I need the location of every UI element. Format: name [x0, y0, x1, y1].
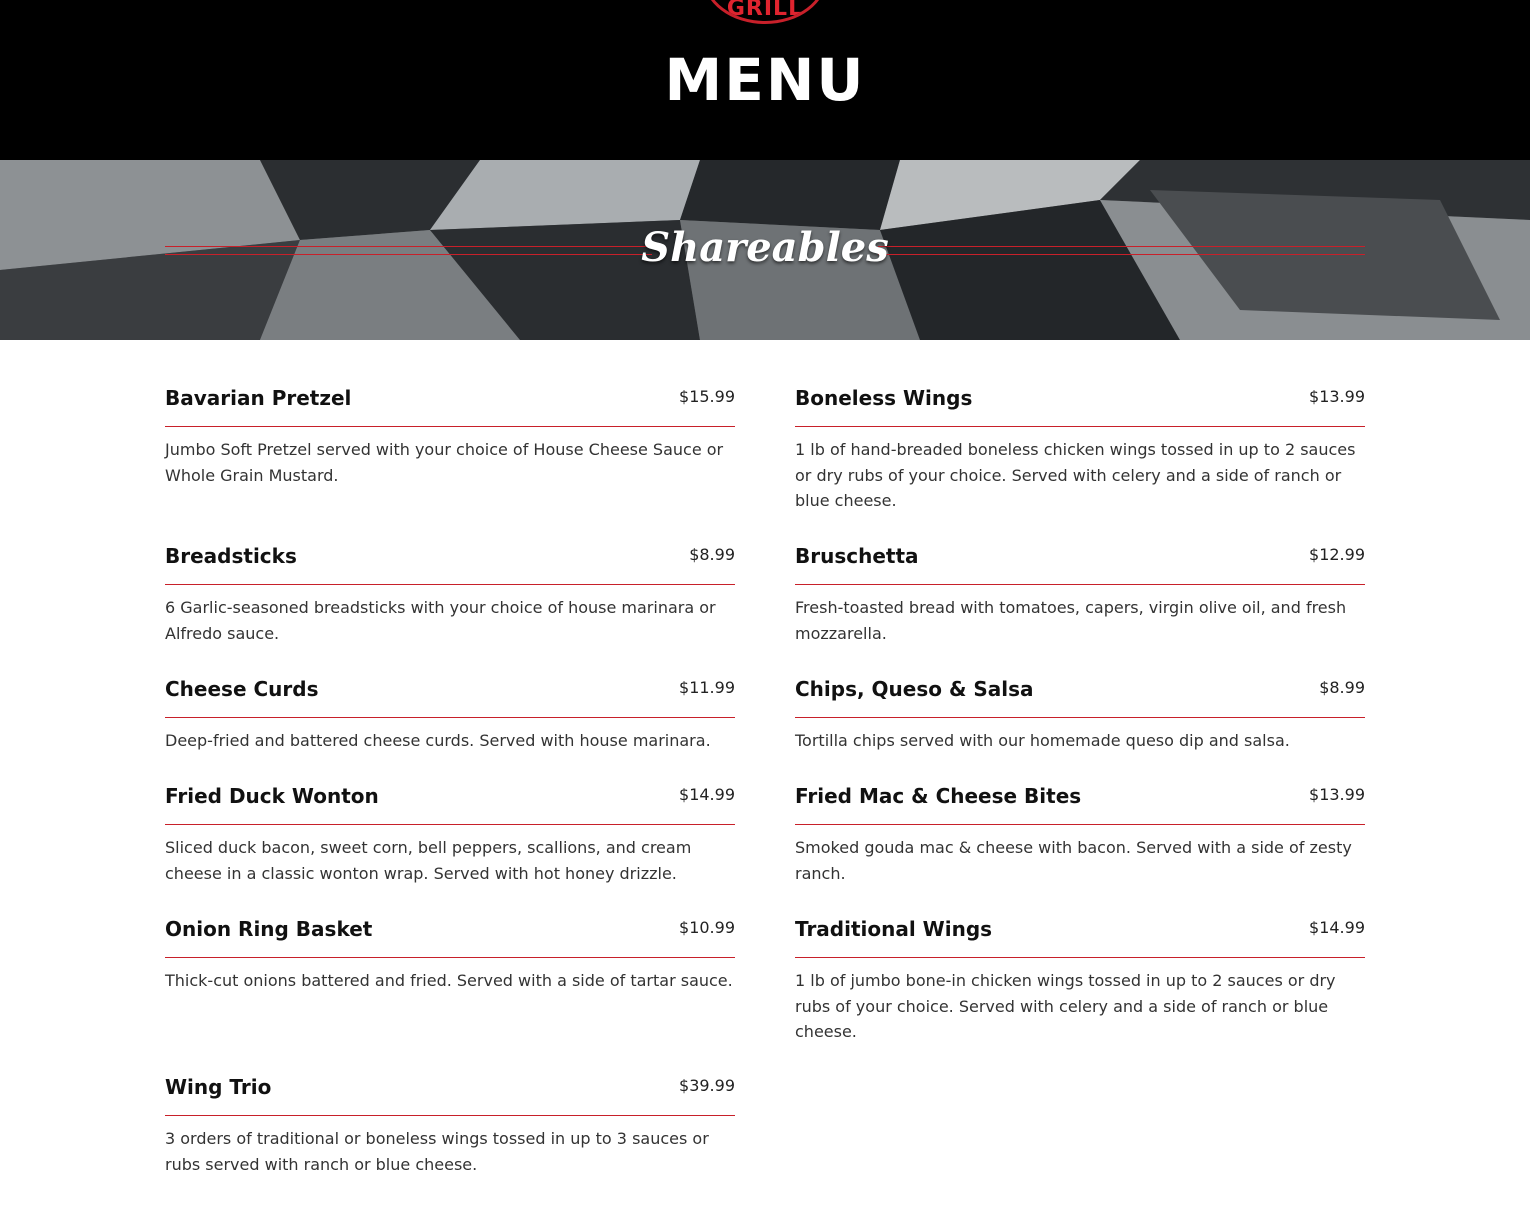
menu-item-description: Deep-fried and battered cheese curds. Served with house marinara. [165, 731, 711, 750]
restaurant-logo[interactable] [703, 0, 827, 24]
menu-item [795, 674, 1365, 754]
menu-item-header [165, 541, 735, 585]
menu-item-description: Sliced duck bacon, sweet corn, bell peppers, scallions, and cream cheese in a classic wonton wrap. Served with hot honey drizzle. [165, 838, 692, 883]
menu-item-description: 1 lb of hand-breaded boneless chicken wings tossed in up to 2 sauces or dry rubs of your choice. Served with celery and a side of ranch or blue cheese. [795, 440, 1356, 511]
menu-item [165, 383, 735, 488]
menu-item [795, 914, 1365, 1045]
menu-item-header [165, 1072, 735, 1116]
menu-item-description: 1 lb of jumbo bone-in chicken wings tossed in up to 2 sauces or dry rubs of your choice. Served with celery and a side of ranch or blue cheese. [795, 971, 1336, 1042]
menu-item-name: Bruschetta [795, 544, 919, 568]
menu-item-price: $12.99 [1309, 545, 1365, 564]
menu-item-name: Breadsticks [165, 544, 297, 568]
menu-item-header [795, 674, 1365, 718]
menu-item-description: Smoked gouda mac & cheese with bacon. Served with a side of zesty ranch. [795, 838, 1352, 883]
menu-item [165, 914, 735, 994]
menu-item-price: $13.99 [1309, 387, 1365, 406]
menu-item-name: Traditional Wings [795, 917, 993, 941]
page-header [0, 0, 1530, 160]
menu-item-description: Jumbo Soft Pretzel served with your choice of House Cheese Sauce or Whole Grain Mustard. [165, 440, 724, 485]
menu-item [165, 781, 735, 886]
menu-item-description: Tortilla chips served with our homemade queso dip and salsa. [795, 731, 1290, 750]
menu-item-header [165, 674, 735, 718]
menu-item-description: Fresh-toasted bread with tomatoes, capers, virgin olive oil, and fresh mozzarella. [795, 598, 1347, 643]
menu-item-price: $11.99 [679, 678, 735, 697]
menu-item [165, 1072, 735, 1177]
menu-item-description: Thick-cut onions battered and fried. Served with a side of tartar sauce. [165, 971, 733, 990]
menu-item [165, 541, 735, 646]
menu-item-price: $8.99 [1319, 678, 1365, 697]
section-title: Shareables [641, 224, 889, 271]
menu-item-name: Chips, Queso & Salsa [795, 677, 1034, 701]
menu-item-header [795, 541, 1365, 585]
menu-item-price: $8.99 [689, 545, 735, 564]
menu-item-price: $14.99 [679, 785, 735, 804]
menu-item-name: Bavarian Pretzel [165, 386, 352, 410]
menu-item-name: Fried Mac & Cheese Bites [795, 784, 1082, 808]
menu-item-description: 6 Garlic-seasoned breadsticks with your choice of house marinara or Alfredo sauce. [165, 598, 716, 643]
menu-item-header [165, 781, 735, 825]
menu-item-name: Onion Ring Basket [165, 917, 373, 941]
menu-item-header [165, 383, 735, 427]
menu-item-name: Fried Duck Wonton [165, 784, 379, 808]
menu-item-price: $39.99 [679, 1076, 735, 1095]
menu-item-price: $14.99 [1309, 918, 1365, 937]
menu-item-header [795, 914, 1365, 958]
menu-item-name: Wing Trio [165, 1075, 272, 1099]
menu-item-name: Cheese Curds [165, 677, 319, 701]
menu-item-name: Boneless Wings [795, 386, 973, 410]
section-banner [0, 160, 1530, 340]
menu-item-price: $13.99 [1309, 785, 1365, 804]
page-title: MENU [664, 46, 866, 114]
menu-item-header [795, 383, 1365, 427]
menu-item [795, 781, 1365, 886]
menu-item-price: $15.99 [679, 387, 735, 406]
menu-item-description: 3 orders of traditional or boneless wings tossed in up to 3 sauces or rubs served with ranch or blue cheese. [165, 1129, 709, 1174]
menu-item-header [165, 914, 735, 958]
menu-item-header [795, 781, 1365, 825]
menu-item-price: $10.99 [679, 918, 735, 937]
menu-item [795, 383, 1365, 514]
menu-item [795, 541, 1365, 646]
logo-text: GRILL [726, 0, 804, 21]
menu-item [165, 674, 735, 754]
